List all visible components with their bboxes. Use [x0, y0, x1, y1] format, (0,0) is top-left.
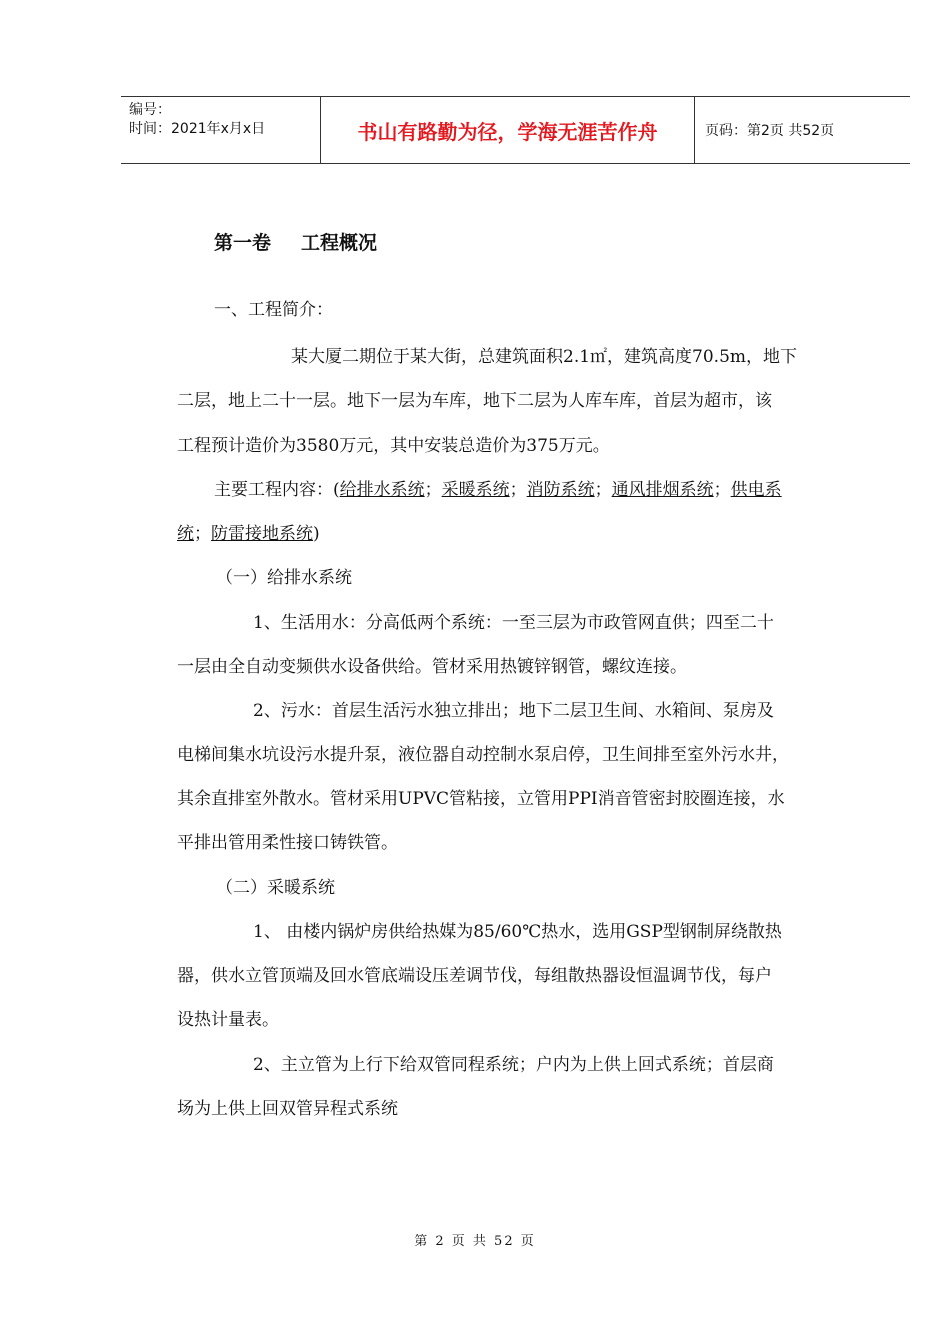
header-meta	[121, 97, 321, 163]
link-lightning-grounding[interactable]: 防雷接地系统	[211, 524, 313, 544]
section-heading: 一、工程简介：	[214, 300, 333, 320]
paragraph-line: 其余直排室外散水。管材采用UPVC管粘接，立管用PPI消音管密封胶圈连接，水	[177, 789, 785, 809]
intro-line: 二层，地上二十一层。地下一层为车库，地下二层为人库车库，首层为超市，该	[177, 391, 772, 411]
subsection-heading: （一）给排水系统	[216, 568, 352, 588]
paragraph-line: 2、主立管为上行下给双管同程系统；户内为上供上回式系统；首层商	[253, 1055, 774, 1075]
main-content-prefix: 主要工程内容	[214, 480, 316, 500]
header-motto: 书山有路勤为径，学海无涯苦作舟	[321, 97, 695, 163]
main-content-line	[214, 475, 782, 500]
volume-title-name: 工程概况	[301, 232, 378, 254]
volume-title-part: 第一卷	[214, 232, 272, 254]
link-heating[interactable]: 采暖系统	[441, 480, 510, 500]
paragraph-line: 1、生活用水：分高低两个系统：一至三层为市政管网直供；四至二十	[253, 613, 774, 633]
paragraph-line: 场为上供上回双管异程式系统	[177, 1099, 398, 1119]
link-power-supply-cont[interactable]: 统	[177, 524, 194, 544]
paragraph-line: 平排出管用柔性接口铸铁管。	[177, 833, 398, 853]
paragraph-line: 器，供水立管顶端及回水管底端设压差调节伐，每组散热器设恒温调节伐，每户	[177, 966, 772, 986]
link-water-supply-drainage[interactable]: 给排水系统	[339, 480, 425, 500]
paragraph-line: 一层由全自动变频供水设备供给。管材采用热镀锌钢管，螺纹连接。	[177, 657, 687, 677]
main-content-line	[177, 519, 320, 544]
document-number-label: 编号：	[129, 102, 171, 118]
separator: ；	[594, 480, 612, 500]
separator: ；	[713, 480, 731, 500]
intro-line: 某大厦二期位于某大街，总建筑面积2.1㎡，建筑高度70.5m，地下	[291, 347, 798, 367]
separator: ；	[194, 524, 211, 544]
paragraph-line: 设热计量表。	[177, 1010, 279, 1030]
separator: ；	[509, 480, 527, 500]
paragraph-line: 电梯间集水坑设污水提升泵，液位器自动控制水泵启停，卫生间排至室外污水井，	[177, 745, 789, 765]
page-header	[121, 96, 910, 164]
header-page-info: 页码：第2页 共52页	[705, 123, 835, 139]
page-footer: 第 2 页 共 52 页	[414, 1234, 536, 1249]
link-fire-protection[interactable]: 消防系统	[526, 480, 595, 500]
paragraph-line: 2、污水：首层生活污水独立排出；地下二层卫生间、水箱间、泵房及	[253, 701, 774, 721]
link-ventilation-smoke[interactable]: 通风排烟系统	[611, 480, 714, 500]
separator: )	[313, 524, 320, 544]
separator: ；	[424, 480, 442, 500]
link-power-supply[interactable]: 供电系	[730, 480, 782, 500]
paragraph-line: 1、 由楼内锅炉房供给热媒为85/60℃热水，选用GSP型钢制屏绕散热	[253, 922, 782, 942]
document-time-label: 时间：2021年x月x日	[129, 121, 266, 137]
intro-line: 工程预计造价为3580万元，其中安装总造价为375万元。	[177, 436, 610, 456]
separator: ：(	[316, 480, 340, 500]
subsection-heading: （二）采暖系统	[216, 878, 335, 898]
volume-title	[214, 228, 377, 255]
